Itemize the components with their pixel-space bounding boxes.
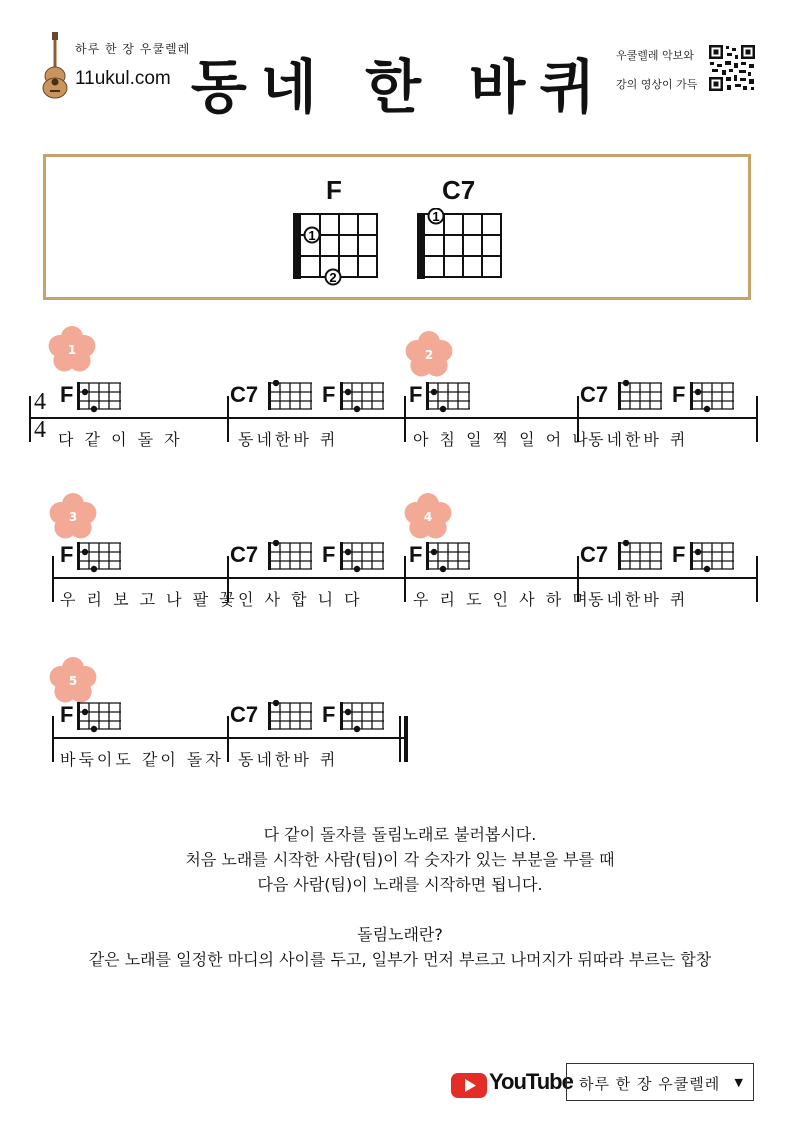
mini-chord-f-diagram bbox=[340, 700, 390, 736]
chevron-down-icon: ▼ bbox=[734, 1076, 743, 1089]
instructions-line-2: 처음 노래를 시작한 사람(팀)이 각 숫자가 있는 부분을 부를 때 bbox=[185, 850, 615, 869]
bar-number-flower-4 bbox=[404, 493, 452, 541]
youtube-label[interactable]: YouTube bbox=[489, 1069, 573, 1094]
mini-chord-f-dot-1 bbox=[431, 549, 437, 555]
lyric-text: 우 리 도 인 사 하 며 bbox=[413, 590, 591, 609]
mini-chord-f-dot-1 bbox=[431, 389, 437, 395]
page-title: 동네 한 바퀴 bbox=[190, 53, 610, 121]
chord-f-nut bbox=[293, 213, 301, 279]
barline bbox=[52, 556, 54, 602]
barline bbox=[404, 556, 406, 602]
instructions-line-4: 돌림노래란? bbox=[357, 925, 443, 944]
staff-line bbox=[405, 417, 757, 419]
lyric-text: 아 침 일 찍 일 어 나 bbox=[413, 430, 591, 449]
mini-chord-f-dot-2 bbox=[91, 726, 97, 732]
measure-chord-label: F bbox=[409, 382, 423, 407]
mini-chord-c7-diagram bbox=[268, 380, 318, 416]
bar-number-flower-2 bbox=[405, 331, 453, 379]
measure-chord-label: F bbox=[322, 542, 336, 567]
mini-chord-f-diagram bbox=[426, 540, 476, 576]
mini-chord-f-dot-1 bbox=[695, 549, 701, 555]
chord-reference-box bbox=[43, 154, 751, 300]
bar-number-flower-1 bbox=[48, 326, 96, 374]
mini-chord-f-diagram bbox=[340, 380, 390, 416]
bar-number-flower-5 bbox=[49, 657, 97, 705]
channel-select[interactable] bbox=[566, 1063, 754, 1101]
bar-number: 5 bbox=[68, 674, 78, 688]
channel-name: 하루 한 장 우쿨렐레 bbox=[579, 1075, 721, 1093]
mini-chord-f-dot-2 bbox=[354, 566, 360, 572]
measure-chord-label: F bbox=[60, 702, 74, 727]
bar-number-flower-3 bbox=[49, 493, 97, 541]
tagline-line-2: 강의 영상이 가득 bbox=[616, 78, 698, 91]
measure-chord-label: F bbox=[672, 542, 686, 567]
mini-chord-c7-diagram bbox=[268, 700, 318, 736]
chord-f-diagram bbox=[290, 208, 390, 288]
mini-chord-c7-dot-1 bbox=[273, 700, 279, 706]
staff-line bbox=[405, 577, 757, 579]
time-signature-top: 4 bbox=[34, 389, 46, 415]
barline bbox=[756, 556, 758, 602]
mini-chord-f-dot-1 bbox=[82, 709, 88, 715]
lyric-text: 다 같 이 돌 자 bbox=[58, 430, 183, 449]
chord-f-finger-2 bbox=[325, 269, 342, 286]
mini-chord-c7-dot-1 bbox=[273, 380, 279, 386]
lyric-text: 바둑이도 같이 돌자 bbox=[60, 750, 224, 769]
measure-chord-label: F bbox=[60, 542, 74, 567]
staff-line bbox=[53, 737, 405, 739]
mini-chord-f-diagram bbox=[426, 380, 476, 416]
chord-c7-nut bbox=[417, 213, 425, 279]
measure-chord-label: C7 bbox=[230, 702, 259, 727]
measure-chord-label: C7 bbox=[580, 382, 609, 407]
chord-f-finger-1-label: 1 bbox=[308, 228, 316, 243]
tagline-line-1: 우쿨렐레 악보와 bbox=[616, 49, 694, 62]
chord-c7-diagram bbox=[414, 208, 514, 288]
mini-chord-c7-diagram bbox=[268, 540, 318, 576]
mini-chord-f-dot-2 bbox=[440, 406, 446, 412]
barline bbox=[404, 396, 406, 442]
bar-number: 1 bbox=[67, 343, 77, 357]
mini-chord-f-dot-2 bbox=[440, 566, 446, 572]
mini-chord-f-diagram bbox=[77, 380, 127, 416]
bar-number: 4 bbox=[423, 510, 433, 524]
youtube-icon[interactable] bbox=[451, 1073, 487, 1098]
mini-chord-c7-diagram bbox=[618, 380, 668, 416]
staff-line bbox=[30, 417, 405, 419]
mini-chord-f-diagram bbox=[77, 540, 127, 576]
mini-chord-c7-diagram bbox=[618, 540, 668, 576]
measure-chord-label: C7 bbox=[230, 542, 259, 567]
measure-chord-label: F bbox=[60, 382, 74, 407]
staff-line bbox=[53, 577, 405, 579]
chord-c7-name: C7 bbox=[442, 175, 476, 205]
mini-chord-f-dot-2 bbox=[704, 406, 710, 412]
measure-chord-label: C7 bbox=[580, 542, 609, 567]
lyric-text: 동네한바 퀴 bbox=[238, 750, 339, 769]
chord-c7-finger-1 bbox=[428, 208, 445, 225]
chord-f-name: F bbox=[326, 175, 342, 205]
mini-chord-f-dot-1 bbox=[82, 549, 88, 555]
mini-chord-f-dot-2 bbox=[704, 566, 710, 572]
brand-url[interactable]: 11ukul.com bbox=[75, 68, 171, 89]
mini-chord-f-dot-2 bbox=[354, 726, 360, 732]
mini-chord-f-dot-1 bbox=[695, 389, 701, 395]
mini-chord-f-diagram bbox=[690, 540, 740, 576]
bar-number: 2 bbox=[424, 348, 434, 362]
qr-code-icon[interactable] bbox=[708, 44, 756, 92]
brand-name: 하루 한 장 우쿨렐레 bbox=[75, 42, 191, 56]
lyric-text: 동네한바 퀴 bbox=[588, 590, 689, 609]
mini-chord-f-dot-1 bbox=[82, 389, 88, 395]
measure-chord-label: F bbox=[409, 542, 423, 567]
lyric-text: 동네한바 퀴 bbox=[238, 430, 339, 449]
mini-chord-f-dot-1 bbox=[345, 549, 351, 555]
mini-chord-f-dot-2 bbox=[91, 406, 97, 412]
instructions-line-5: 같은 노래를 일정한 마디의 사이를 두고, 일부가 먼저 부르고 나머지가 뒤따라 부르는 합창 bbox=[88, 950, 712, 969]
mini-chord-f-diagram bbox=[340, 540, 390, 576]
barline bbox=[52, 716, 54, 762]
mini-chord-c7-dot-1 bbox=[273, 540, 279, 546]
mini-chord-c7-dot-1 bbox=[623, 380, 629, 386]
mini-chord-f-dot-2 bbox=[91, 566, 97, 572]
mini-chord-f-dot-1 bbox=[345, 389, 351, 395]
final-barline-thin bbox=[399, 716, 401, 762]
barline bbox=[29, 396, 31, 442]
barline bbox=[227, 396, 229, 442]
instructions-line-3: 다음 사람(팀)이 노래를 시작하면 됩니다. bbox=[257, 875, 543, 894]
barline bbox=[756, 396, 758, 442]
chord-c7-finger-1-label: 1 bbox=[432, 209, 440, 224]
mini-chord-f-diagram bbox=[690, 380, 740, 416]
instructions-line-1: 다 같이 돌자를 돌림노래로 불러봅시다. bbox=[263, 825, 537, 844]
instructions bbox=[0, 822, 800, 972]
lyric-text: 동네한바 퀴 bbox=[588, 430, 689, 449]
chord-f-finger-1 bbox=[304, 227, 321, 244]
bar-number: 3 bbox=[68, 510, 78, 524]
mini-chord-f-dot-1 bbox=[345, 709, 351, 715]
mini-chord-f-dot-2 bbox=[354, 406, 360, 412]
mini-chord-c7-dot-1 bbox=[623, 540, 629, 546]
measure-chord-label: F bbox=[322, 382, 336, 407]
lyric-text: 우 리 보 고 나 팔 꽃 bbox=[60, 590, 238, 609]
measure-chord-label: F bbox=[672, 382, 686, 407]
mini-chord-f-diagram bbox=[77, 700, 127, 736]
time-signature-bottom: 4 bbox=[34, 417, 46, 443]
lyric-text: 인 사 합 니 다 bbox=[238, 590, 363, 609]
final-barline-thick bbox=[404, 716, 408, 762]
barline bbox=[227, 716, 229, 762]
measure-chord-label: C7 bbox=[230, 382, 259, 407]
measure-chord-label: F bbox=[322, 702, 336, 727]
chord-f-finger-2-label: 2 bbox=[329, 270, 337, 285]
